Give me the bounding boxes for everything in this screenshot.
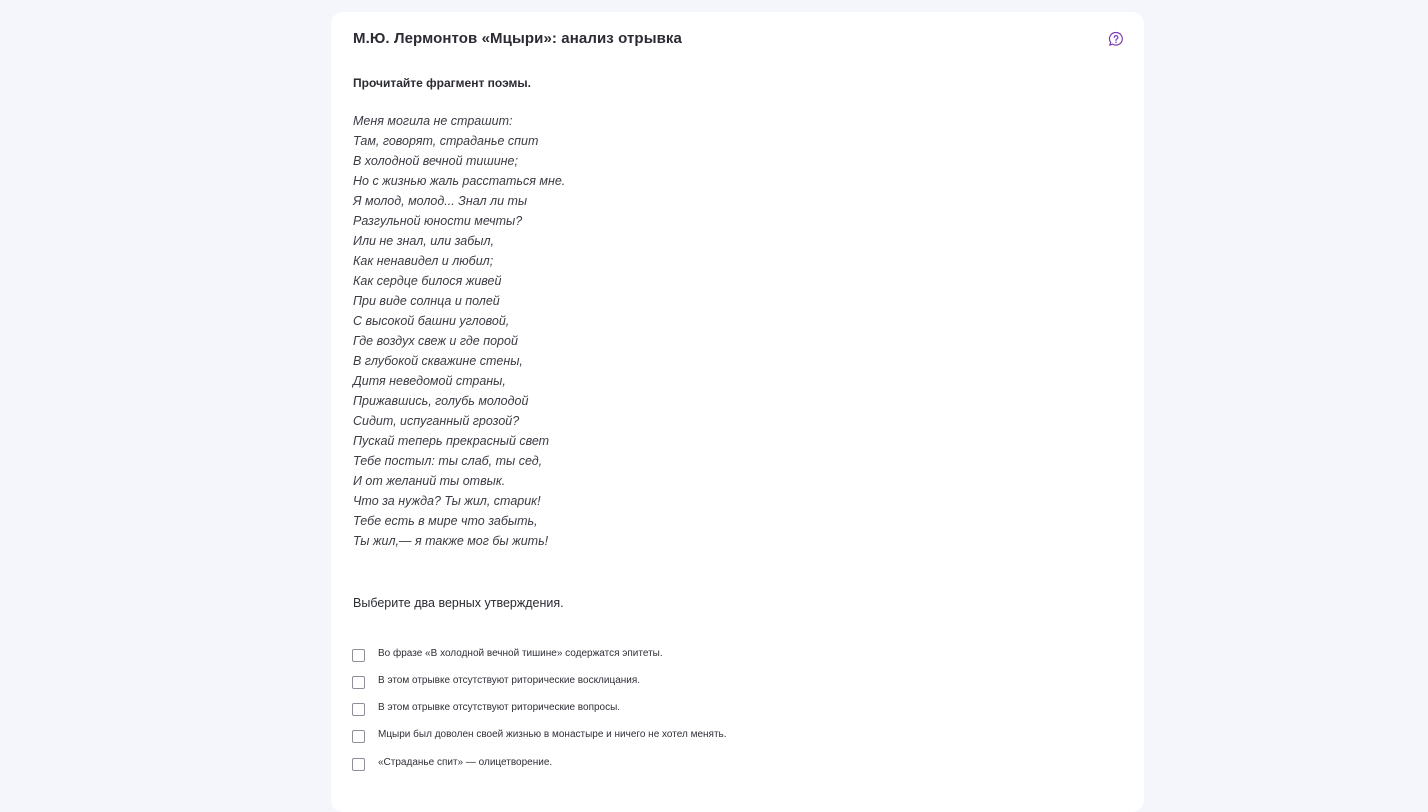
poem-line: С высокой башни угловой,	[353, 314, 510, 328]
answer-option-label: Во фразе «В холодной вечной тишине» содержатся эпитеты.	[378, 648, 663, 659]
poem-line: Но с жизнью жаль расстаться мне.	[353, 174, 566, 188]
poem-line: Меня могила не страшит:	[353, 114, 513, 128]
poem-line: Пускай теперь прекрасный свет	[353, 434, 550, 448]
instruction-text: Прочитайте фрагмент поэмы.	[353, 76, 532, 90]
answer-option-label: Мцыри был доволен своей жизнью в монастыре и ничего не хотел менять.	[378, 729, 727, 740]
chat-question-icon	[1108, 31, 1124, 47]
poem-line: Прижавшись, голубь молодой	[353, 394, 529, 408]
question-text: Выберите два верных утверждения.	[353, 596, 564, 610]
poem-line: Дитя неведомой страны,	[353, 374, 506, 388]
checkbox[interactable]	[352, 649, 365, 662]
task-title: М.Ю. Лермонтов «Мцыри»: анализ отрывка	[353, 30, 682, 47]
task-header	[353, 30, 1124, 54]
checkbox[interactable]	[352, 758, 365, 771]
task-card	[331, 12, 1144, 812]
poem-line: Тебе есть в мире что забыть,	[353, 514, 538, 528]
poem-line: Как ненавидел и любил;	[353, 254, 494, 268]
poem-line: Тебе постыл: ты слаб, ты сед,	[353, 454, 543, 468]
poem-line: Как сердце билося живей	[353, 274, 502, 288]
poem-line: И от желаний ты отвык.	[353, 474, 506, 488]
answer-option-label: В этом отрывке отсутствуют риторические вопросы.	[378, 702, 621, 713]
poem-line: В холодной вечной тишине;	[353, 154, 518, 168]
help-button[interactable]	[1108, 31, 1124, 47]
poem-line: Что за нужда? Ты жил, старик!	[353, 494, 541, 508]
poem-line: При виде солнца и полей	[353, 294, 500, 308]
poem-line: В глубокой скважине стены,	[353, 354, 523, 368]
poem-line: Там, говорят, страданье спит	[353, 134, 539, 148]
poem-line: Я молод, молод... Знал ли ты	[353, 194, 528, 208]
checkbox[interactable]	[352, 730, 365, 743]
answer-option-label: «Страданье спит» — олицетворение.	[378, 757, 553, 768]
poem-line: Или не знал, или забыл,	[353, 234, 495, 248]
checkbox[interactable]	[352, 703, 365, 716]
poem-line: Где воздух свеж и где порой	[353, 334, 518, 348]
checkbox[interactable]	[352, 676, 365, 689]
answer-option-label: В этом отрывке отсутствуют риторические восклицания.	[378, 675, 641, 686]
poem-line: Разгульной юности мечты?	[353, 214, 523, 228]
poem-line: Сидит, испуганный грозой?	[353, 414, 520, 428]
poem-line: Ты жил,— я также мог бы жить!	[353, 534, 549, 548]
poem-fragment	[353, 111, 565, 551]
